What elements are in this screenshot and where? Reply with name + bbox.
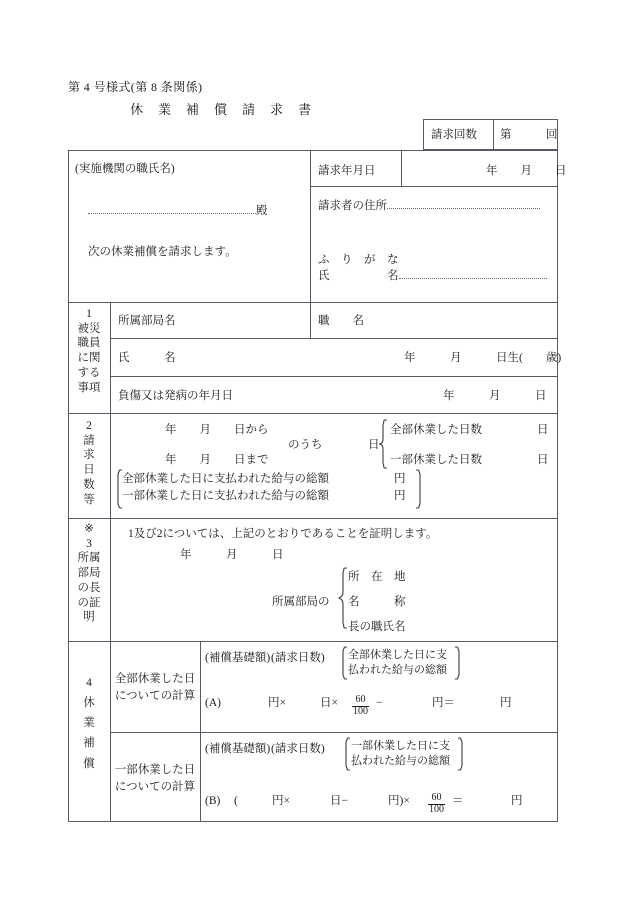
section3-label-line: 部局 — [77, 567, 101, 580]
row-b-boxed-note-line: 払われた給与の総額 — [351, 754, 450, 767]
section2-vertical-label — [74, 419, 104, 507]
section2-label-divider — [110, 413, 111, 518]
title-char: 書 — [298, 102, 312, 117]
section3-label-line: 3 — [86, 537, 92, 550]
section1-label-divider — [110, 302, 111, 413]
section1-label-line: 被災 — [77, 322, 101, 335]
department-name-label: 所属部局名 — [118, 315, 176, 327]
recipient-col-divider — [310, 150, 311, 302]
row-b-yen-paren-close: 円)× — [388, 795, 410, 807]
title-char: 償 — [214, 102, 228, 117]
row-a-base-amount-label: (補償基礎額) — [205, 652, 271, 664]
row-a-boxed-note — [348, 648, 447, 678]
section4-label-line: 償 — [83, 757, 95, 770]
row-a-note-right-bracket — [454, 646, 463, 685]
paid-total-right-bracket — [415, 469, 424, 514]
section3-label-line: の証 — [77, 596, 101, 609]
fraction-numerator: 60 — [431, 792, 442, 803]
certification-date: 年 月 日 — [180, 549, 284, 561]
of-which-label: のうち — [288, 439, 323, 451]
department-head-name-label: 長の職氏名 — [348, 621, 406, 633]
row-b-paren-open: ( — [234, 795, 238, 807]
row-b-label-line: についての計算 — [114, 781, 196, 794]
section2-label-line: 2 — [86, 420, 92, 432]
row-a-claim-days-label: (請求日数) — [271, 652, 325, 664]
claim-date-value-divider — [401, 150, 402, 186]
row-b-equals: ＝ — [452, 795, 464, 807]
section1-position-divider — [310, 302, 311, 338]
section1-label-line: 職員 — [77, 337, 101, 350]
birth-date-value: 年 月 日生( 歳) — [404, 352, 562, 364]
full-paid-total-label: 全部休業した日に支払われた給与の総額 — [122, 473, 329, 485]
section3-label-line: の長 — [77, 581, 101, 594]
section3-label-divider — [110, 518, 111, 641]
section1-row2-divider — [110, 376, 558, 377]
row-b-note-right-bracket — [457, 737, 466, 776]
fraction-numerator: 60 — [355, 694, 366, 705]
row-a-result-yen: 円 — [500, 697, 512, 709]
section1-label-line: に関 — [77, 352, 101, 365]
claim-count-divider — [493, 119, 494, 150]
section3-vertical-label — [74, 522, 104, 625]
section3-bottom — [68, 641, 558, 642]
row-b-label — [110, 762, 200, 797]
claim-date-label: 請求年月日 — [318, 165, 376, 177]
row-a-fraction — [350, 695, 371, 717]
partial-leave-days-label: 一部休業した日数 — [390, 454, 482, 466]
request-sentence: 次の休業補償を請求します。 — [88, 246, 237, 258]
row-b-label-line: 一部休業した日 — [114, 764, 196, 776]
injury-date-value: 年 月 日 — [443, 390, 547, 402]
row-b-claim-days-label: (請求日数) — [271, 743, 325, 755]
partial-paid-total-unit: 円 — [394, 490, 406, 502]
row-a-minus: − — [376, 697, 383, 709]
partial-paid-total-label: 一部休業した日に支払われた給与の総額 — [122, 490, 329, 502]
document-title — [130, 99, 311, 118]
injury-date-label: 負傷又は発病の年月日 — [118, 390, 233, 402]
section2-bottom — [68, 518, 558, 519]
section1-bottom — [68, 413, 558, 414]
section1-label-line: する — [77, 366, 101, 379]
section2-label-line: 等 — [83, 493, 95, 506]
row-b-yen-times: 円× — [272, 795, 290, 807]
agency-name-label: (実施機関の職氏名) — [75, 163, 175, 175]
row-a-label-line: についての計算 — [114, 690, 196, 703]
claimant-address-dotted-line — [387, 208, 540, 209]
department-title-label: 名 称 — [348, 596, 406, 608]
position-name-label: 職 名 — [318, 315, 364, 327]
section2-label-line: 数 — [83, 478, 95, 491]
department-location-label: 所 在 地 — [348, 571, 406, 583]
section4-vertical-label — [74, 673, 104, 774]
section4-row-divider — [110, 732, 558, 733]
title-char: 求 — [270, 102, 284, 117]
fraction-60-100 — [428, 793, 445, 815]
title-char: 請 — [242, 102, 256, 117]
partial-leave-days-unit: 日 — [537, 454, 549, 466]
claim-count-label: 請求回数 — [431, 129, 477, 141]
row-b-base-amount-label: (補償基礎額) — [205, 743, 271, 755]
fraction-denominator: 100 — [353, 705, 368, 717]
section3-label-line: ※ — [84, 523, 94, 535]
row-b-boxed-note — [351, 739, 450, 769]
section4-label-line: 業 — [83, 717, 95, 730]
of-department-label: 所属部局の — [272, 596, 330, 608]
claimant-address-row — [318, 198, 540, 215]
row-a-yen-times: 円× — [268, 697, 286, 709]
employee-name-label: 氏 名 — [118, 352, 176, 364]
section1-vertical-label — [74, 307, 104, 395]
recipient-honorific: 殿 — [256, 205, 268, 217]
section1-row1-divider — [110, 338, 558, 339]
section4-label-line: 補 — [83, 737, 95, 750]
row-b-boxed-note-line: 一部休業した日に支 — [351, 740, 450, 752]
row-a-label — [110, 671, 200, 706]
row-a-boxed-note-line: 全部休業した日に支 — [348, 649, 447, 661]
section2-label-line: 請 — [83, 434, 95, 447]
row-b-marker: (B) — [205, 795, 221, 807]
full-leave-days-unit: 日 — [537, 424, 549, 436]
row-b-result-yen: 円 — [511, 795, 523, 807]
claim-period-from: 年 月 日から — [165, 424, 269, 436]
section4-label-line: 4 — [86, 677, 92, 689]
row-a-boxed-note-line: 払われた給与の総額 — [348, 663, 447, 676]
section1-label-line: 1 — [86, 308, 92, 320]
row-a-marker: (A) — [205, 697, 221, 709]
claimant-name-row — [318, 268, 547, 285]
row-b-days-minus: 日− — [330, 795, 348, 807]
row-a-yen-equals: 円＝ — [432, 697, 455, 709]
section3-label-line: 所属 — [77, 552, 101, 565]
days-group-brace — [378, 419, 388, 473]
fraction-60-100 — [352, 695, 369, 717]
full-paid-total-unit: 円 — [394, 473, 406, 485]
claimant-address-label: 請求者の住所 — [318, 200, 387, 212]
recipient-name-dotted-line — [88, 213, 256, 214]
row-a-days-times: 日× — [320, 697, 338, 709]
title-char: 業 — [158, 102, 172, 117]
title-char: 休 — [130, 102, 144, 117]
section4-label-line: 休 — [83, 697, 95, 710]
section2-label-line: 日 — [83, 464, 95, 477]
claim-date-value: 年 月 日 — [486, 165, 567, 177]
recipient-name-line — [88, 203, 268, 220]
claimant-name-label: 氏 名 — [318, 270, 399, 282]
claim-period-to: 年 月 日まで — [165, 454, 269, 466]
row-b-note-left-bracket — [342, 737, 351, 776]
total-days-unit: 日 — [368, 439, 380, 451]
form-code: 第 4 号様式(第 8 条関係) — [68, 80, 203, 94]
section3-label-line: 明 — [83, 611, 95, 624]
fraction-denominator: 100 — [429, 803, 444, 815]
row-b-fraction — [426, 793, 447, 815]
certification-sentence: 1及び2については、上記のとおりであることを証明します。 — [128, 528, 438, 540]
claimant-name-dotted-line — [399, 278, 547, 279]
department-items-brace — [338, 567, 348, 634]
recipient-block-bottom — [68, 302, 558, 303]
title-char: 補 — [186, 102, 200, 117]
section2-label-line: 求 — [83, 449, 95, 462]
full-leave-days-label: 全部休業した日数 — [390, 424, 482, 436]
row-a-note-left-bracket — [339, 646, 348, 685]
furigana-label: ふ り が な — [318, 254, 399, 266]
claim-count-value: 第 回 — [500, 129, 558, 141]
claim-date-divider — [310, 186, 558, 187]
section1-label-line: 事項 — [77, 381, 101, 394]
row-a-label-line: 全部休業した日 — [114, 673, 196, 685]
